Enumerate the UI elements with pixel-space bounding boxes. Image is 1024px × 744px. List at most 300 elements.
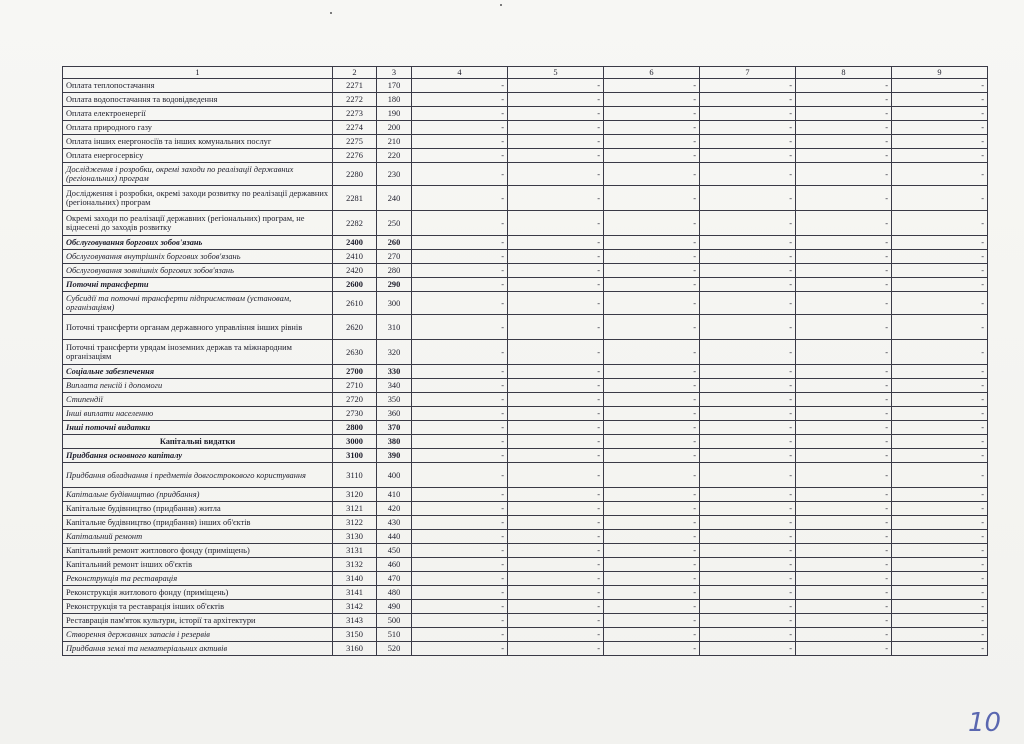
row-line-number: 520 [377,642,412,656]
header-cell: 6 [604,67,700,79]
value-cell: - [700,93,796,107]
value-cell: - [700,435,796,449]
table-row [63,149,988,163]
row-code: 2281 [333,186,377,211]
value-cell: - [796,488,892,502]
row-code: 3110 [333,463,377,488]
value-cell: - [508,292,604,315]
table-row [63,163,988,186]
value-cell: - [412,93,508,107]
row-code: 2610 [333,292,377,315]
table-row [63,315,988,340]
value-cell: - [796,315,892,340]
value-cell: - [412,365,508,379]
value-cell: - [412,236,508,250]
row-line-number: 210 [377,135,412,149]
value-cell: - [700,642,796,656]
row-label: Реконструкція та реставрація [63,572,333,586]
header-cell: 4 [412,67,508,79]
table-row [63,107,988,121]
value-cell: - [604,516,700,530]
page-number: 10 [968,708,1002,738]
value-cell: - [412,292,508,315]
table-row [63,407,988,421]
value-cell: - [796,544,892,558]
row-label: Придбання обладнання і предметів довгострокового користування [63,463,333,488]
expenditure-table [62,66,988,656]
value-cell: - [412,107,508,121]
row-line-number: 450 [377,544,412,558]
row-line-number: 380 [377,435,412,449]
table-row [63,435,988,449]
table-row [63,264,988,278]
value-cell: - [892,211,988,236]
row-code: 3130 [333,530,377,544]
row-label: Обслуговування зовнішніх боргових зобов'язань [63,264,333,278]
row-code: 3000 [333,435,377,449]
value-cell: - [700,163,796,186]
row-code: 2800 [333,421,377,435]
row-label: Поточні трансферти органам державного управління інших рівнів [63,315,333,340]
value-cell: - [892,586,988,600]
value-cell: - [604,135,700,149]
row-label: Оплата електроенергії [63,107,333,121]
header-cell: 5 [508,67,604,79]
row-code: 2720 [333,393,377,407]
row-code: 2730 [333,407,377,421]
row-label: Оплата теплопостачання [63,79,333,93]
value-cell: - [604,435,700,449]
value-cell: - [892,488,988,502]
value-cell: - [700,393,796,407]
value-cell: - [604,315,700,340]
value-cell: - [412,340,508,365]
value-cell: - [796,79,892,93]
row-label: Реставрація пам'яток культури, історії та архітектури [63,614,333,628]
value-cell: - [604,163,700,186]
value-cell: - [604,250,700,264]
value-cell: - [796,278,892,292]
row-label: Капітальне будівництво (придбання) [63,488,333,502]
row-label: Капітальне будівництво (придбання) інших об'єктів [63,516,333,530]
scan-speck [500,4,502,6]
value-cell: - [604,93,700,107]
value-cell: - [892,93,988,107]
value-cell: - [700,379,796,393]
header-cell: 1 [63,67,333,79]
row-line-number: 510 [377,628,412,642]
row-line-number: 340 [377,379,412,393]
table-row [63,186,988,211]
row-code: 2620 [333,315,377,340]
table-row [63,516,988,530]
row-line-number: 240 [377,186,412,211]
table-row [63,211,988,236]
value-cell: - [412,393,508,407]
value-cell: - [700,502,796,516]
value-cell: - [892,421,988,435]
row-code: 3132 [333,558,377,572]
value-cell: - [700,516,796,530]
table-row [63,628,988,642]
value-cell: - [700,628,796,642]
value-cell: - [604,292,700,315]
row-code: 3100 [333,449,377,463]
value-cell: - [412,250,508,264]
value-cell: - [412,502,508,516]
value-cell: - [700,79,796,93]
value-cell: - [604,558,700,572]
value-cell: - [892,250,988,264]
value-cell: - [796,340,892,365]
value-cell: - [508,278,604,292]
value-cell: - [508,435,604,449]
value-cell: - [796,502,892,516]
row-label: Реконструкція та реставрація інших об'єктів [63,600,333,614]
value-cell: - [412,379,508,393]
header-cell: 9 [892,67,988,79]
row-line-number: 490 [377,600,412,614]
value-cell: - [700,600,796,614]
value-cell: - [892,236,988,250]
value-cell: - [796,163,892,186]
row-code: 2272 [333,93,377,107]
value-cell: - [508,79,604,93]
row-code: 2600 [333,278,377,292]
value-cell: - [796,586,892,600]
value-cell: - [412,600,508,614]
value-cell: - [796,628,892,642]
row-line-number: 500 [377,614,412,628]
value-cell: - [412,315,508,340]
value-cell: - [508,315,604,340]
value-cell: - [412,642,508,656]
row-code: 3121 [333,502,377,516]
value-cell: - [412,463,508,488]
value-cell: - [508,393,604,407]
row-label: Придбання землі та нематеріальних активів [63,642,333,656]
value-cell: - [700,340,796,365]
row-label: Капітальний ремонт житлового фонду (приміщень) [63,544,333,558]
row-label: Оплата інших енергоносіїв та інших комунальних послуг [63,135,333,149]
table-row [63,488,988,502]
value-cell: - [508,121,604,135]
value-cell: - [796,365,892,379]
row-label: Окремі заходи по реалізації державних (регіональних) програм, не віднесені до заходів розвитку [63,211,333,236]
table-row [63,642,988,656]
value-cell: - [892,463,988,488]
value-cell: - [508,463,604,488]
row-code: 3140 [333,572,377,586]
table-row [63,502,988,516]
value-cell: - [508,488,604,502]
value-cell: - [412,163,508,186]
table-row [63,121,988,135]
value-cell: - [892,278,988,292]
value-cell: - [892,614,988,628]
value-cell: - [892,628,988,642]
value-cell: - [796,600,892,614]
value-cell: - [796,407,892,421]
value-cell: - [412,488,508,502]
table-row [63,614,988,628]
value-cell: - [412,264,508,278]
value-cell: - [796,149,892,163]
row-label: Капітальне будівництво (придбання) житла [63,502,333,516]
value-cell: - [412,628,508,642]
value-cell: - [508,365,604,379]
row-line-number: 360 [377,407,412,421]
row-line-number: 330 [377,365,412,379]
row-code: 2280 [333,163,377,186]
value-cell: - [796,121,892,135]
value-cell: - [892,264,988,278]
value-cell: - [700,107,796,121]
row-code: 2273 [333,107,377,121]
row-code: 3141 [333,586,377,600]
table-row [63,530,988,544]
value-cell: - [700,149,796,163]
row-label: Поточні трансферти урядам іноземних держав та міжнародним організаціям [63,340,333,365]
value-cell: - [508,502,604,516]
value-cell: - [796,558,892,572]
row-line-number: 390 [377,449,412,463]
value-cell: - [796,264,892,278]
value-cell: - [892,186,988,211]
table-row [63,236,988,250]
value-cell: - [604,544,700,558]
table-row [63,379,988,393]
row-line-number: 440 [377,530,412,544]
value-cell: - [796,572,892,586]
value-cell: - [892,407,988,421]
value-cell: - [892,600,988,614]
scan-speck [330,12,332,14]
column-number-row [63,67,988,79]
value-cell: - [892,292,988,315]
row-label: Соціальне забезпечення [63,365,333,379]
value-cell: - [508,614,604,628]
value-cell: - [796,250,892,264]
value-cell: - [796,186,892,211]
row-code: 3160 [333,642,377,656]
value-cell: - [604,211,700,236]
value-cell: - [700,586,796,600]
value-cell: - [796,393,892,407]
value-cell: - [604,502,700,516]
value-cell: - [892,340,988,365]
row-line-number: 300 [377,292,412,315]
row-label: Оплата природного газу [63,121,333,135]
value-cell: - [796,379,892,393]
value-cell: - [796,614,892,628]
row-code: 3143 [333,614,377,628]
value-cell: - [700,488,796,502]
table-row [63,393,988,407]
value-cell: - [508,264,604,278]
value-cell: - [508,449,604,463]
value-cell: - [412,149,508,163]
table-row [63,365,988,379]
row-label: Оплата енергосервісу [63,149,333,163]
row-code: 2282 [333,211,377,236]
value-cell: - [604,407,700,421]
row-line-number: 250 [377,211,412,236]
table-row [63,250,988,264]
value-cell: - [892,107,988,121]
row-line-number: 320 [377,340,412,365]
value-cell: - [508,600,604,614]
table-row [63,79,988,93]
value-cell: - [700,572,796,586]
row-label: Створення державних запасів і резервів [63,628,333,642]
value-cell: - [892,379,988,393]
value-cell: - [604,488,700,502]
value-cell: - [508,530,604,544]
value-cell: - [796,107,892,121]
row-label: Обслуговування боргових зобов'язань [63,236,333,250]
row-line-number: 480 [377,586,412,600]
value-cell: - [892,121,988,135]
value-cell: - [508,642,604,656]
row-code: 2271 [333,79,377,93]
row-label: Реконструкція житлового фонду (приміщень) [63,586,333,600]
row-code: 2276 [333,149,377,163]
value-cell: - [604,365,700,379]
value-cell: - [700,250,796,264]
table-row [63,586,988,600]
row-line-number: 400 [377,463,412,488]
value-cell: - [508,93,604,107]
table-row [63,544,988,558]
value-cell: - [508,407,604,421]
header-cell: 8 [796,67,892,79]
value-cell: - [412,449,508,463]
value-cell: - [412,516,508,530]
value-cell: - [604,628,700,642]
header-cell: 3 [377,67,412,79]
value-cell: - [604,642,700,656]
value-cell: - [604,379,700,393]
value-cell: - [412,79,508,93]
value-cell: - [604,340,700,365]
value-cell: - [604,236,700,250]
value-cell: - [892,149,988,163]
table-row [63,292,988,315]
row-line-number: 370 [377,421,412,435]
row-code: 2410 [333,250,377,264]
value-cell: - [700,449,796,463]
row-label: Дослідження і розробки, окремі заходи розвитку по реалізації державних (регіональних) програм [63,186,333,211]
row-label: Інші поточні видатки [63,421,333,435]
value-cell: - [796,642,892,656]
value-cell: - [508,211,604,236]
row-code: 3120 [333,488,377,502]
value-cell: - [892,516,988,530]
value-cell: - [604,449,700,463]
value-cell: - [700,530,796,544]
value-cell: - [604,614,700,628]
row-code: 2630 [333,340,377,365]
value-cell: - [604,264,700,278]
value-cell: - [892,642,988,656]
value-cell: - [892,135,988,149]
row-line-number: 470 [377,572,412,586]
value-cell: - [892,544,988,558]
row-label: Придбання основного капіталу [63,449,333,463]
table-row [63,572,988,586]
table-row [63,600,988,614]
row-code: 2420 [333,264,377,278]
value-cell: - [892,79,988,93]
row-code: 3122 [333,516,377,530]
value-cell: - [412,421,508,435]
table-row [63,558,988,572]
row-line-number: 280 [377,264,412,278]
row-line-number: 260 [377,236,412,250]
value-cell: - [892,449,988,463]
row-label: Оплата водопостачання та водовідведення [63,93,333,107]
value-cell: - [412,572,508,586]
value-cell: - [508,628,604,642]
row-line-number: 420 [377,502,412,516]
value-cell: - [508,379,604,393]
value-cell: - [700,614,796,628]
value-cell: - [508,186,604,211]
value-cell: - [700,365,796,379]
value-cell: - [892,393,988,407]
value-cell: - [892,502,988,516]
value-cell: - [700,315,796,340]
value-cell: - [700,558,796,572]
value-cell: - [796,463,892,488]
value-cell: - [508,163,604,186]
value-cell: - [604,149,700,163]
row-line-number: 430 [377,516,412,530]
row-line-number: 350 [377,393,412,407]
value-cell: - [604,278,700,292]
row-label: Капітальні видатки [63,435,333,449]
value-cell: - [604,107,700,121]
row-code: 3142 [333,600,377,614]
row-code: 3150 [333,628,377,642]
header-cell: 2 [333,67,377,79]
row-label: Капітальний ремонт інших об'єктів [63,558,333,572]
header-cell: 7 [700,67,796,79]
row-label: Обслуговування внутрішніх боргових зобов'язань [63,250,333,264]
row-line-number: 180 [377,93,412,107]
row-line-number: 200 [377,121,412,135]
value-cell: - [892,572,988,586]
row-line-number: 220 [377,149,412,163]
row-line-number: 410 [377,488,412,502]
value-cell: - [700,236,796,250]
value-cell: - [604,463,700,488]
value-cell: - [412,121,508,135]
value-cell: - [412,614,508,628]
value-cell: - [604,79,700,93]
value-cell: - [604,121,700,135]
value-cell: - [604,586,700,600]
value-cell: - [508,236,604,250]
value-cell: - [700,544,796,558]
value-cell: - [508,558,604,572]
value-cell: - [700,211,796,236]
table-row [63,449,988,463]
value-cell: - [892,558,988,572]
value-cell: - [700,407,796,421]
value-cell: - [700,121,796,135]
